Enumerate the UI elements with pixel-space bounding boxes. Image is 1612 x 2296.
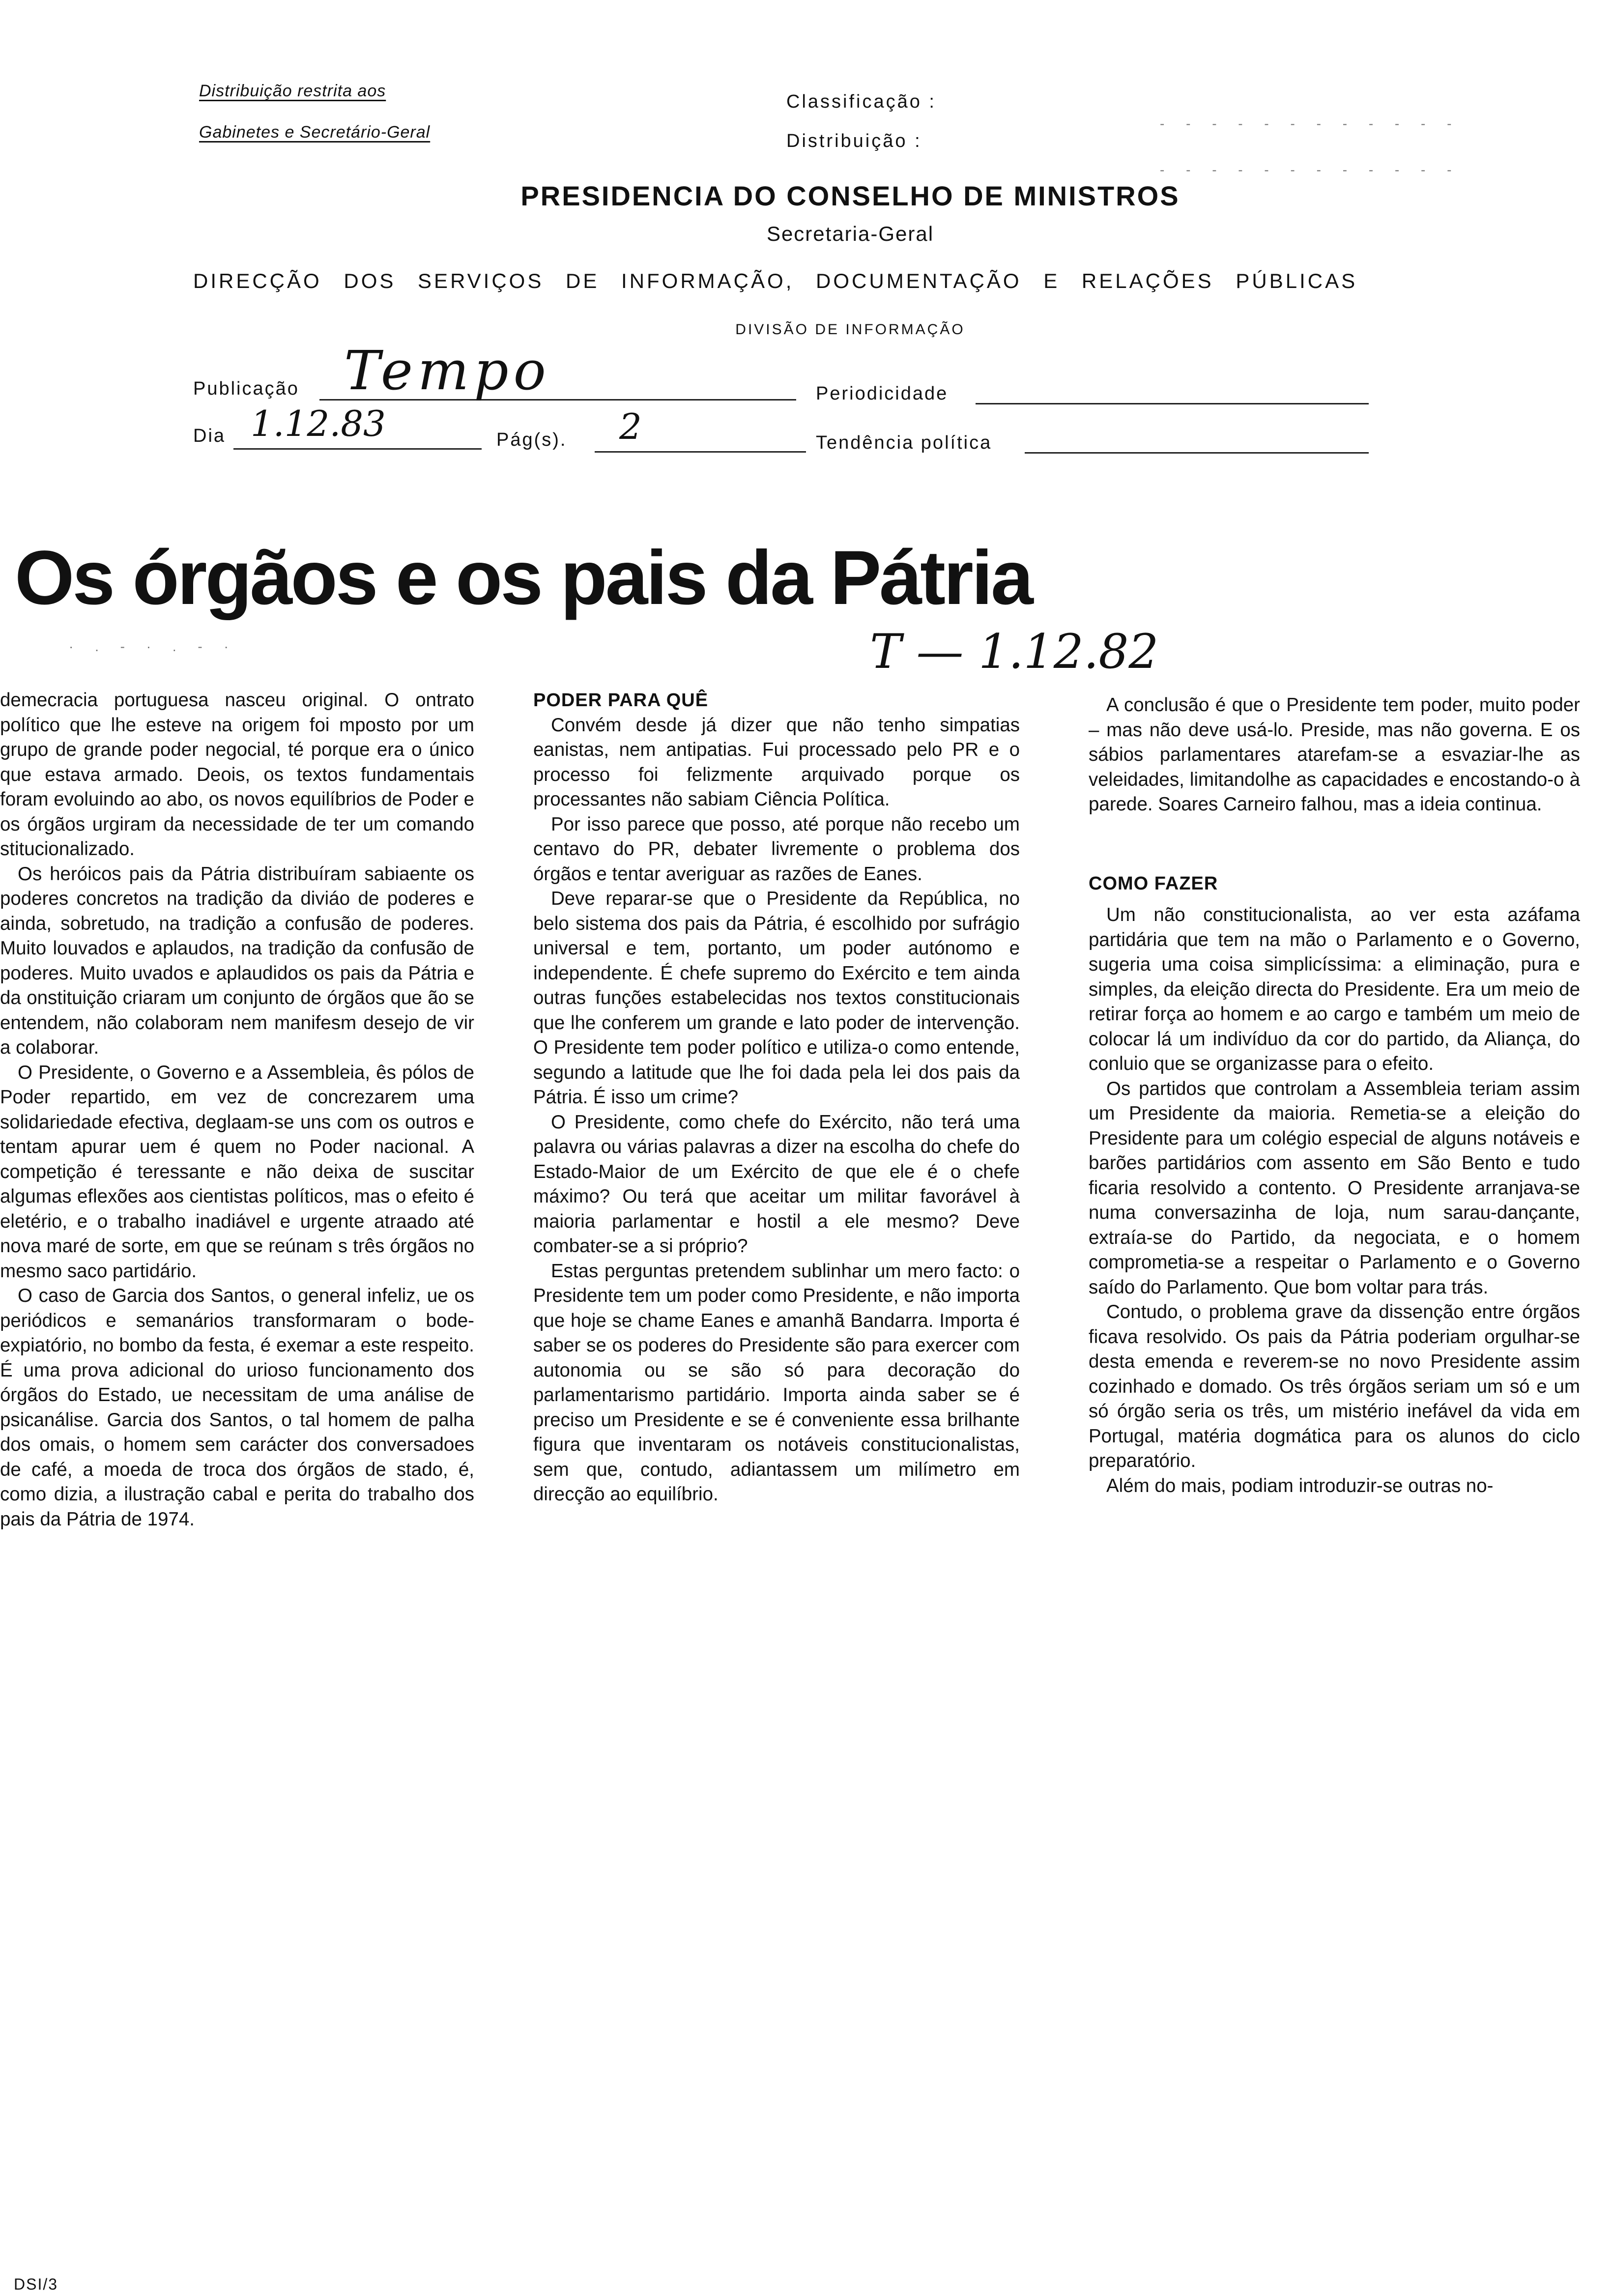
direction-line: DIRECÇÃO DOS SERVIÇOS DE INFORMAÇÃO, DOCUMENTAÇÃO E RELAÇÕES PÚBLICAS: [193, 269, 1358, 292]
col2-paragraph: Convém desde já dizer que não tenho simpatias eanistas, nem antipatias. Fui processado pelo PR e o processo foi felizmente arquivado porque os processantes não sabiam Ciência Política.: [533, 714, 1020, 810]
col1-paragraph: O Presidente, o Governo e a Assembleia, ês pólos de Poder repartido, em vez de concrezarem uma solidariedade efectiva, deglaam-se uns com os outros e tentam apurar uem é quem no Poder nacional. A competição é teressante e não deixa de suscitar algumas eflexões aos cientistas políticos, mas o efeito é eletério, e o trabalho inadiável e urgente atraado até nova maré de sorte, em que se reúnam s três órgãos no mesmo saco partidário.: [0, 1062, 474, 1282]
article-column-1: [0, 688, 474, 1532]
tendencia-label: Tendência política: [816, 432, 992, 453]
handwritten-date-note: T — 1.12.82: [870, 624, 1159, 679]
col3-paragraph: Um não constitucionalista, ao ver esta azáfama partidária que tem na mão o Parlamento e o Governo, sugeria uma coisa simplicíssima: a eliminação, pura e simples, da eleição directa do Presidente. Era um meio de retirar força ao homem e ao cargo e também um meio de colocar lá um indivíduo da cor do partido, da Aliança, do conluio que se organizasse para o efeito.: [1089, 904, 1580, 1074]
periodicidade-label: Periodicidade: [816, 383, 949, 404]
division-line: DIVISÃO DE INFORMAÇÃO: [735, 321, 965, 338]
dia-line: [233, 448, 482, 450]
col1-paragraph: Os heróicos pais da Pátria distribuíram sabiaente os poderes concretos na tradição da diviáo de poderes e ainda, sobretudo, na tradição a confusão de poderes. Muito louvados e aplaudos, na tradição da confusão de poderes. Muito uvados e aplaudidos os pais da Pátria e da onstituição criaram um conjunto de órgãos que ão se entendem, não colaboram nem manifesm desejo de vir a colaborar.: [0, 863, 474, 1058]
col1-paragraph: demecracia portuguesa nasceu original. O ontrato político que lhe esteve na origem foi mposto por um grupo de grande poder negocial, té porque era o único que estava armado. Deois, os textos fundamentais foram evoluindo ao abo, os novos equilíbrios de Poder e os órgãos urgiram da necessidade de ter um comando stitucionalizado.: [0, 689, 474, 860]
pags-line: [595, 451, 806, 453]
pags-handwritten: 2: [619, 406, 642, 447]
article-headline: Os órgãos e os pais da Pátria: [15, 535, 1032, 621]
pags-label: Pág(s).: [496, 430, 567, 450]
article-column-2: [533, 688, 1020, 1507]
restricted-line-1: Distribuição restrita aos: [199, 82, 386, 100]
org-subtitle: Secretaria-Geral: [766, 222, 934, 245]
col3-intro-paragraph: A conclusão é que o Presidente tem poder, muito poder – mas não deve usá-lo. Preside, mas não governa. E os sábios parlamentares atarefam-se a esvaziar-lhe as veleidades, limitandolhe as capacidades e encostando-o à parede. Soares Carneiro falhou, mas a ideia continua.: [1089, 694, 1580, 815]
col2-paragraph: Estas perguntas pretendem sublinhar um mero facto: o Presidente tem um poder como Presidente, e não importa que hoje se chame Eanes e amanhã Bandarra. Importa é saber se os poderes do Presidente são para exercer com autonomia ou se são só para decoração do parlamentarismo partidário. Importa ainda saber se é preciso um Presidente e se é conveniente essa brilhante figura que inventaram os notáveis constitucionalistas, sem que, contudo, adiantassem um milímetro em direcção ao equilíbrio.: [533, 1260, 1020, 1505]
classificacao-label: Classificação :: [786, 91, 936, 112]
col3-paragraph: Os partidos que controlam a Assembleia teriam assim um Presidente da maioria. Remetia-se a eleição do Presidente para um colégio especial de alguns notáveis e barões partidários com assento em São Bento e tudo ficaria resolvido a contento. O Presidente arranjava-se numa conversazinha de loja, num sarau-dançante, extraía-se do Partido, da negociata, e o homem comprometia-se a respeitar o Parlamento e o Governo saído do Parlamento. Que bom voltar para trás.: [1089, 1078, 1580, 1298]
article-column-3: [1089, 693, 1580, 1498]
faint-dashes-2: - - - - - - - - - - - -: [1160, 162, 1461, 177]
col2-paragraph: O Presidente, como chefe do Exército, não terá uma palavra ou várias palavras a dizer na escolha do chefe do Estado-Maior de um Exército de que ele é o chefe máximo? Ou terá que aceitar um militar favorável à maioria parlamentar e hostil a ele mesmo? Deve combater-se a si próprio?: [533, 1111, 1020, 1257]
footer-code: DSI/3: [14, 2275, 58, 2293]
tendencia-line: [1025, 452, 1369, 454]
col2-paragraph: Deve reparar-se que o Presidente da República, no belo sistema dos pais da Pátria, é escolhido por sufrágio universal e tem, portanto, um poder autónomo e independente. É chefe supremo do Exército e tem ainda outras funções estabelecidas nos textos constitucionais que lhe conferem um grande e lato poder de intervenção. O Presidente tem poder político e utiliza-o como entende, segundo a latitude que lhe foi dada pela lei dos pais da Pátria. É isso um crime?: [533, 888, 1020, 1108]
dia-label: Dia: [193, 426, 226, 446]
col2-paragraph: Por isso parece que posso, até porque não recebo um centavo do PR, debater livremente o problema dos órgãos e tentar averiguar as razões de Eanes.: [533, 813, 1020, 885]
restricted-line-2: Gabinetes e Secretário-Geral: [199, 123, 431, 142]
org-title: PRESIDENCIA DO CONSELHO DE MINISTROS: [520, 180, 1180, 211]
speckle-marks: · . - · . - ·: [69, 639, 237, 654]
publicacao-label: Publicação: [193, 378, 299, 399]
section-heading-como-fazer: COMO FAZER: [1089, 873, 1218, 894]
faint-dashes: - - - - - - - - - - - -: [1160, 116, 1461, 131]
dia-handwritten: 1.12.83: [251, 403, 386, 444]
periodicidade-line: [976, 403, 1369, 404]
col3-paragraph: Contudo, o problema grave da dissenção entre órgãos ficava resolvido. Os pais da Pátria poderiam orgulhar-se desta emenda e reverem-se no novo Presidente assim cozinhado e domado. Os três órgãos seriam um só e um só órgão seria os três, um mistério inefável da vida em Portugal, matéria dogmática para os alunos do ciclo preparatório.: [1089, 1301, 1580, 1471]
distribuicao-label: Distribuição :: [786, 131, 922, 151]
col3-paragraph: Além do mais, podiam introduzir-se outras no-: [1106, 1475, 1494, 1496]
col1-paragraph: O caso de Garcia dos Santos, o general infeliz, ue os periódicos e semanários transformaram o bode-expiatório, no bombo da festa, é exemar a este respeito. É uma prova adicional do urioso funcionamento dos órgãos do Estado, ue necessitam de uma análise de psicanálise. Garcia dos Santos, o tal homem de palha dos omais, o homem sem carácter dos conversadoes de café, a moeda de troca dos órgãos de stado, é, como dizia, a ilustração cabal e perita do trabalho dos pais da Pátria de 1974.: [0, 1285, 474, 1530]
section-heading-poder-para-que: PODER PARA QUÊ: [533, 690, 709, 711]
publicacao-handwritten: Tempo: [344, 339, 551, 402]
